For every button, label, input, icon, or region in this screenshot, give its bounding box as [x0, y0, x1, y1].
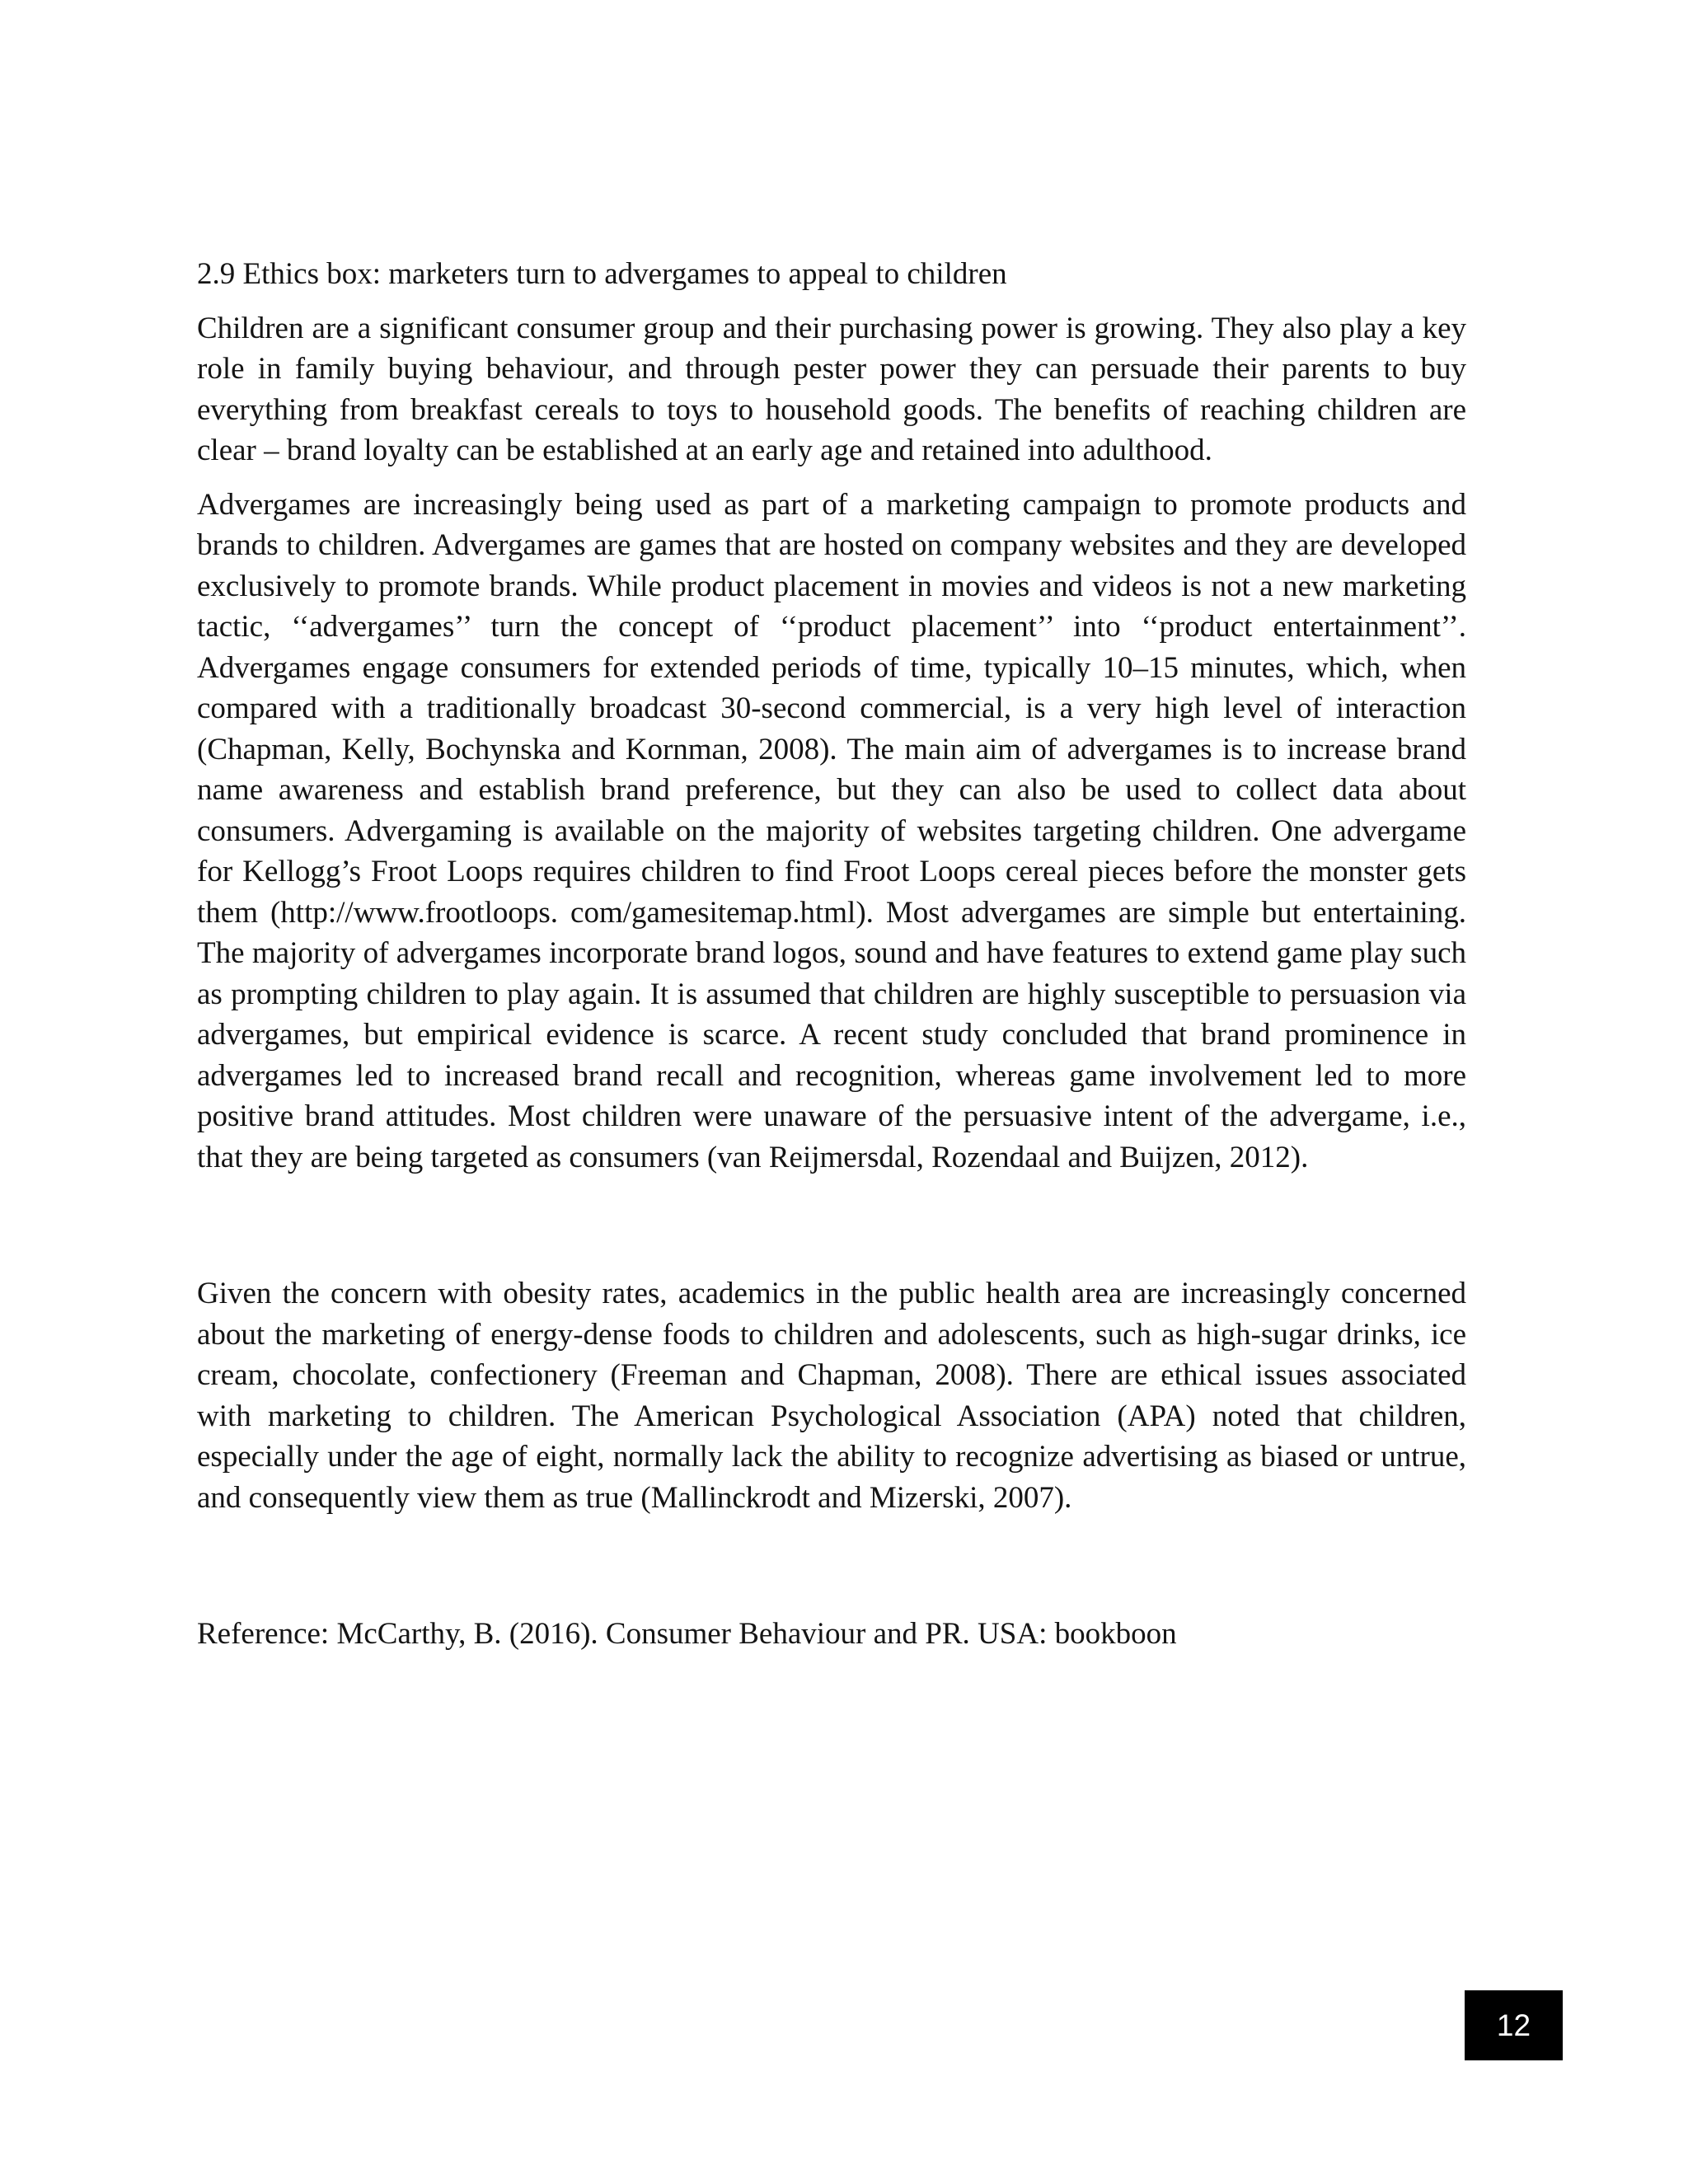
- paragraph-obesity-concern: Given the concern with obesity rates, academics in the public health area are increasingly concerned about the marketing of energy-dense foods to children and adolescents, such as high-sugar drinks, ice cream, chocolate, confectionery (Freeman and Chapman, 2008). There are ethical issues associated with marketing to children. The American Psychological Association (APA) noted that children, especially under the age of eight, normally lack the ability to recognize advertising as biased or untrue, and consequently view them as true (Mallinckrodt and Mizerski, 2007).: [197, 1277, 1466, 1515]
- paragraph-children-consumers: Children are a significant consumer group and their purchasing power is growing. They also play a key role in family buying behaviour, and through pester power they can persuade their parents to buy everything from breakfast cereals to toys to household goods. The benefits of reaching children are clear – brand loyalty can be established at an early age and retained into adulthood.: [197, 311, 1466, 467]
- page-number: 12: [1496, 2008, 1531, 2042]
- reference-citation: Reference: McCarthy, B. (2016). Consumer Behaviour and PR. USA: bookboon: [197, 1617, 1177, 1651]
- page-content: [197, 254, 1466, 1668]
- section-heading: 2.9 Ethics box: marketers turn to advergames to appeal to children: [197, 257, 1007, 291]
- page-number-badge: [1465, 1990, 1563, 2060]
- paragraph-advergames: Advergames are increasingly being used as part of a marketing campaign to promote products and brands to children. Advergames are games that are hosted on company websites and they are developed exclusively to promote brands. While product placement in movies and videos is not a new marketing tactic, ‘‘advergames’’ turn the concept of ‘‘product placement’’ into ‘‘product entertainment’’. Advergames engage consumers for extended periods of time, typically 10–15 minutes, which, when compared with a traditionally broadcast 30-second commercial, is a very high level of interaction (Chapman, Kelly, Bochynska and Kornman, 2008). The main aim of advergames is to increase brand name awareness and establish brand preference, but they can also be used to collect data about consumers. Advergaming is available on the majority of websites targeting children. One advergame for Kellogg’s Froot Loops requires children to find Froot Loops cereal pieces before the monster gets them (http://www.frootloops. com/gamesitemap.html). Most advergames are simple but entertaining. The majority of advergames incorporate brand logos, sound and have features to extend game play such as prompting children to play again. It is assumed that children are highly susceptible to persuasion via advergames, but empirical evidence is scarce. A recent study concluded that brand prominence in advergames led to increased brand recall and recognition, whereas game involvement led to more positive brand attitudes. Most children were unaware of the persuasive intent of the advergame, i.e., that they are being targeted as consumers (van Reijmersdal, Rozendaal and Buijzen, 2012).: [197, 487, 1466, 1174]
